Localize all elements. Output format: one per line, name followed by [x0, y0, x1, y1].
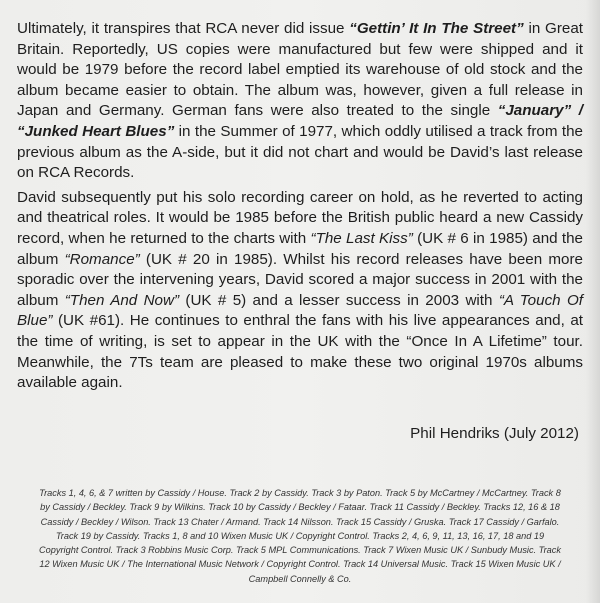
album-title-then-and-now: “Then And Now”	[64, 291, 180, 309]
author-signature: Phil Hendriks (July 2012)	[410, 425, 579, 442]
paragraph-1-text-3: in the Summer of 1977, which oddly utilised a track from the previous album as the A-side, but it did not chart and would be David’s last release on RCA Records.	[17, 122, 583, 182]
paragraph-2-text-1: David subsequently put his solo recording career on hold, as he reverted to acting and theatrical roles. It would be 1985 before the British public heard a new Cassidy record, when he returned to the charts with	[17, 188, 583, 247]
paragraph-2-text-4: (UK # 5) and a lesser success in 2003 with	[179, 291, 499, 309]
page-edge-shadow	[586, 0, 600, 603]
track-credits: Tracks 1, 4, 6, & 7 written by Cassidy / House. Track 2 by Cassidy. Track 3 by Paton. Track 5 by McCartney / McCartney. Track 8 by Cassidy / Beckley. Track 9 by Wilkins. Track 10 by Cassidy / Beckley / Fataar. Track 11 Cassidy / Beckley. Tracks 12, 16 & 18 Cassidy / Beckley / Wilson. Track 13 Chater / Armand. Track 14 Nilsson. Track 15 Cassidy / Gruska. Track 17 Cassidy / Garfalo. Track 19 by Cassidy. Tracks 1, 8 and 10 Wixen Music UK / Copyright Control. Tracks 2, 4, 6, 9, 11, 13, 16, 17, 18 and 19 Copyright Control. Track 3 Robbins Music Corp. Track 5 MPL Communications. Track 7 Wixen Music UK / Sunbudy Music. Track 12 Wixen Music UK / The International Music Network / Copyright Control. Track 14 Universal Music. Track 15 Wixen Music UK / Campbell Connelly & Co.	[39, 488, 561, 584]
paragraph-2-text-2: (UK # 6 in 1985) and the album	[17, 229, 584, 268]
liner-notes-paragraph-2	[17, 188, 583, 394]
liner-notes	[17, 19, 583, 394]
single-title-the-last-kiss: “The Last Kiss”	[310, 229, 413, 247]
paragraph-1-text-1: Ultimately, it transpires that RCA never did issue	[17, 20, 350, 37]
album-title-gettin-it-in-the-street: “Gettin’ It In The Street”	[349, 20, 524, 37]
single-title-january-junked-heart-blues: “January” / “Junked Heart Blues”	[17, 102, 583, 140]
liner-notes-paragraph-1	[17, 19, 583, 184]
album-title-a-touch-of-blue: “A Touch Of Blue”	[17, 291, 583, 330]
paragraph-1-text-2: in Great Britain. Reportedly, US copies were manufactured but few were shipped and it would be 1979 before the record label emptied its warehouse of old stock and the album became easier to obtain. The album was, however, given a full release in Japan and Germany. German fans were also treated to the single	[17, 20, 583, 120]
paragraph-2-text-3: (UK # 20 in 1985). Whilst his record releases have been more sporadic over the intervening years, David scored a major success in 2001 with the album	[17, 250, 583, 309]
album-title-romance: “Romance”	[64, 250, 140, 268]
paragraph-2-text-5: (UK #61). He continues to enthral the fans with his live appearances and, at the time of writing, is set to appear in the UK with the “Once In A Lifetime” tour. Meanwhile, the 7Ts team are pleased to make these two original 1970s albums available again.	[17, 312, 583, 392]
